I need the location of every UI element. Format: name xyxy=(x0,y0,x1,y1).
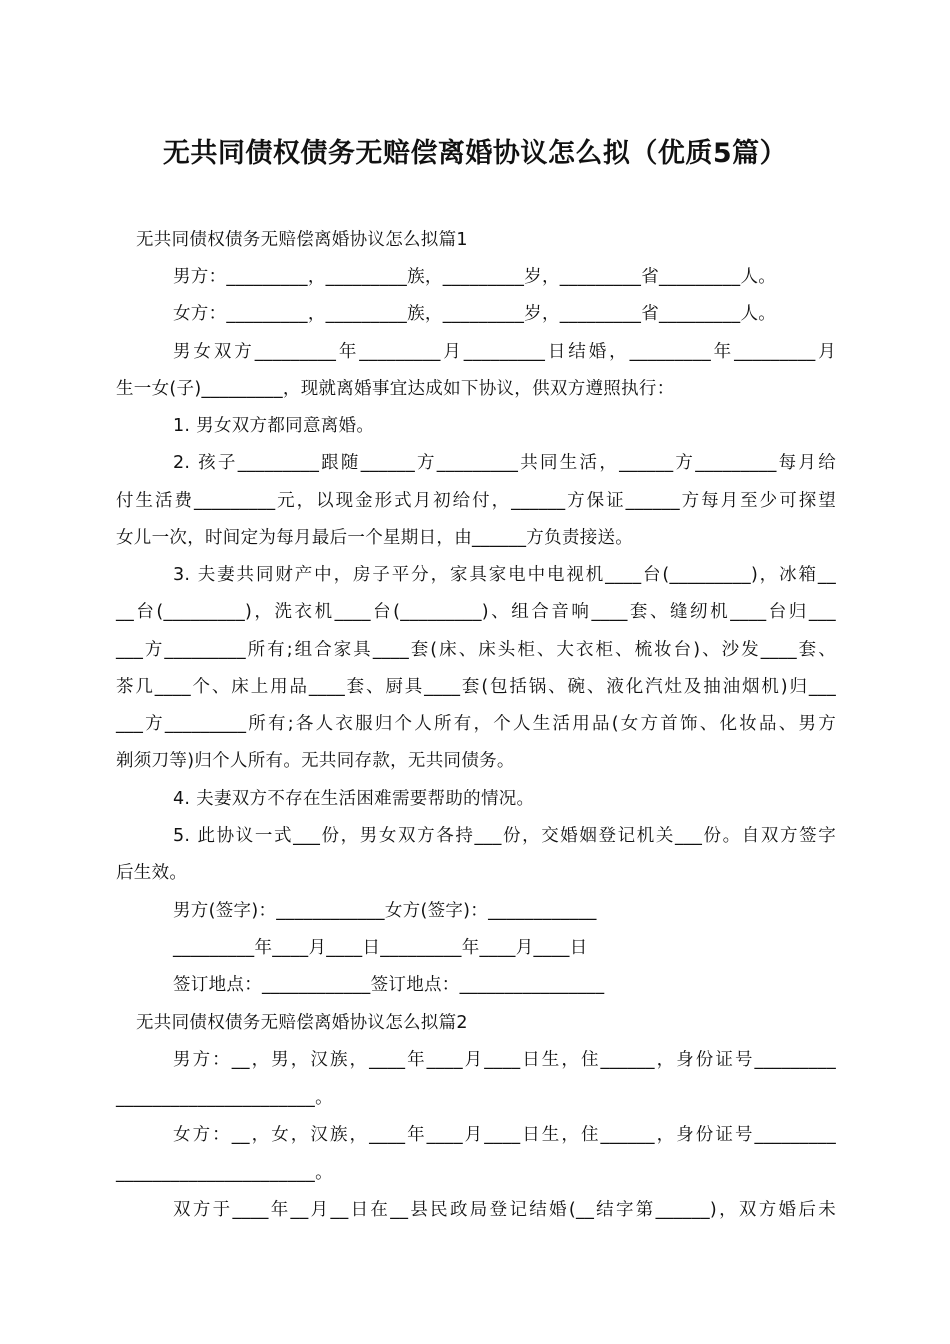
paragraph-line: 茶几____个、床上用品____套、厨具____套(包括锅、碗、液化汽灶及抽油烟机)归___ xyxy=(116,677,836,697)
paragraph-line: __台(_________)，洗衣机____台(_________)、组合音响____套、缝纫机____台归___ xyxy=(116,602,836,622)
paragraph-line: ______________________。 xyxy=(116,1163,333,1183)
paragraph-line: ______________________。 xyxy=(116,1088,333,1108)
paragraph-line: 2. 孩子_________跟随______方_________共同生活，______方_________每月给 xyxy=(173,453,836,473)
paragraph-line: 后生效。 xyxy=(116,863,188,883)
paragraph-line: 双方于____年__月__日在__县民政局登记结婚(__结字第______)，双方婚后未 xyxy=(173,1200,836,1220)
section-heading-1: 无共同债权债务无赔偿离婚协议怎么拟篇1 xyxy=(136,230,468,250)
paragraph-line: ___方_________所有;各人衣服归个人所有，个人生活用品(女方首饰、化妆品、男方 xyxy=(116,714,836,734)
paragraph-line: 3. 夫妻共同财产中，房子平分，家具家电中电视机____台(_________)，冰箱__ xyxy=(173,565,836,585)
date-line: _________年____月____日_________年____月____日 xyxy=(173,938,588,958)
paragraph-line: 剃须刀等)归个人所有。无共同存款，无共同债务。 xyxy=(116,751,515,771)
paragraph-line: 女方：_________，_________族，_________岁，_________省_________人。 xyxy=(173,304,777,324)
paragraph-line: 1. 男女双方都同意离婚。 xyxy=(173,416,375,436)
paragraph-line: 4. 夫妻双方不存在生活困难需要帮助的情况。 xyxy=(173,789,535,809)
paragraph-line: 女方：__，女，汉族，____年____月____日生，住______，身份证号_________ xyxy=(173,1125,836,1145)
paragraph-line: ___方_________所有;组合家具____套(床、床头柜、大衣柜、梳妆台)、沙发____套、 xyxy=(116,640,836,660)
location-line: 签订地点：____________签订地点：________________ xyxy=(173,975,605,995)
section-heading-2: 无共同债权债务无赔偿离婚协议怎么拟篇2 xyxy=(136,1013,468,1033)
paragraph-line: 5. 此协议一式___份，男女双方各持___份，交婚姻登记机关___份。自双方签字 xyxy=(173,826,836,846)
signature-line: 男方(签字)：____________女方(签字)：____________ xyxy=(173,901,597,921)
document-title: 无共同债权债务无赔偿离婚协议怎么拟（优质5篇） xyxy=(162,138,788,169)
paragraph-line: 女儿一次，时间定为每月最后一个星期日，由______方负责接送。 xyxy=(116,528,634,548)
paragraph-line: 男方：__，男，汉族，____年____月____日生，住______，身份证号_________ xyxy=(173,1050,836,1070)
paragraph-line: 男女双方_________年_________月_________日结婚，_________年_________月 xyxy=(173,342,836,362)
paragraph-line: 生一女(子)_________，现就离婚事宜达成如下协议，供双方遵照执行： xyxy=(116,379,675,399)
paragraph-line: 付生活费_________元，以现金形式月初给付，______方保证______方每月至少可探望 xyxy=(116,491,836,511)
paragraph-line: 男方：_________，_________族，_________岁，_________省_________人。 xyxy=(173,267,777,287)
